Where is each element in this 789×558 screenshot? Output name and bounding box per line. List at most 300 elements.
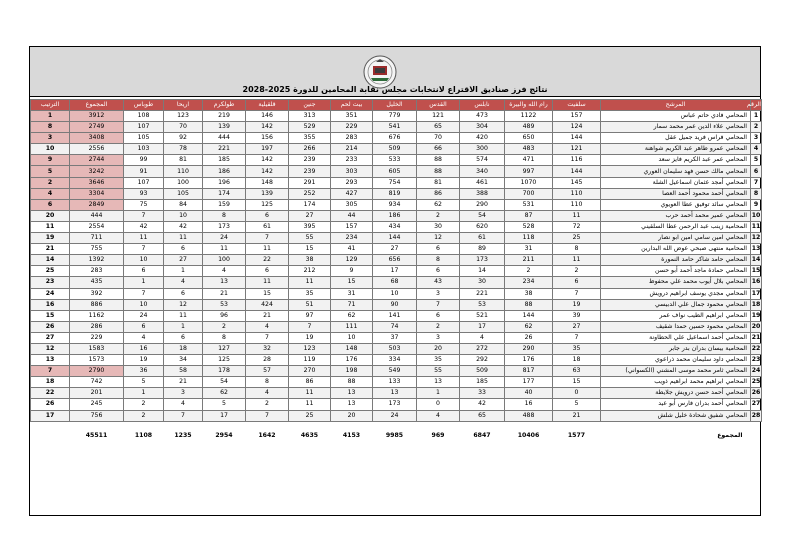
- vote-count-cell: 27: [164, 255, 203, 266]
- vote-count-cell: 8: [553, 244, 601, 255]
- row-number-cell: 16: [751, 277, 762, 288]
- candidate-name-cell: المحامي داود سليمان محمد ذراعوي: [601, 355, 751, 366]
- total-value-cell: 10406: [517, 431, 540, 439]
- vote-count-cell: 6: [246, 266, 289, 277]
- table-row: [31, 310, 762, 321]
- vote-count-cell: 19: [553, 299, 601, 310]
- vote-count-cell: 43: [417, 277, 460, 288]
- totals-row: [31, 430, 762, 442]
- candidate-name-cell: المحامي أحمد محمود أحمد العصا: [601, 188, 751, 199]
- vote-count-cell: 62: [203, 388, 246, 399]
- vote-count-cell: 65: [460, 410, 505, 421]
- vote-count-cell: 11: [553, 210, 601, 221]
- vote-count-cell: 3: [164, 388, 203, 399]
- vote-count-cell: 146: [246, 111, 289, 122]
- vote-count-cell: 303: [331, 166, 373, 177]
- vote-count-cell: 10: [373, 288, 417, 299]
- vote-count-cell: 66: [417, 144, 460, 155]
- vote-count-cell: 55: [289, 233, 331, 244]
- vote-count-cell: 0: [553, 388, 601, 399]
- vote-count-cell: 3646: [70, 177, 124, 188]
- vote-count-cell: 424: [246, 299, 289, 310]
- vote-count-cell: 16: [124, 343, 164, 354]
- vote-count-cell: 36: [124, 366, 164, 377]
- vote-count-cell: 1392: [70, 255, 124, 266]
- vote-count-cell: 148: [246, 177, 289, 188]
- vote-count-cell: 2: [124, 410, 164, 421]
- table-row: [31, 332, 762, 343]
- vote-count-cell: 6: [553, 277, 601, 288]
- vote-count-cell: 105: [164, 188, 203, 199]
- table-row: [31, 111, 762, 122]
- vote-count-cell: 2: [246, 399, 289, 410]
- vote-count-cell: 272: [460, 343, 505, 354]
- vote-count-cell: 186: [373, 210, 417, 221]
- vote-count-cell: 86: [417, 188, 460, 199]
- vote-count-cell: 6: [417, 244, 460, 255]
- vote-count-cell: 229: [70, 332, 124, 343]
- total-value-cell: 1577: [567, 431, 586, 439]
- row-number-cell: 26: [751, 388, 762, 399]
- vote-count-cell: 38: [289, 255, 331, 266]
- table-row: [31, 410, 762, 421]
- vote-count-cell: 434: [373, 221, 417, 232]
- vote-count-cell: 28: [246, 355, 289, 366]
- rank-cell: 16: [31, 299, 70, 310]
- vote-count-cell: 620: [460, 221, 505, 232]
- rank-cell: 10: [31, 144, 70, 155]
- vote-count-cell: 1: [124, 388, 164, 399]
- vote-count-cell: 32: [246, 343, 289, 354]
- vote-count-cell: 2749: [70, 122, 124, 133]
- vote-count-cell: 15: [553, 377, 601, 388]
- vote-count-cell: 3242: [70, 166, 124, 177]
- vote-count-cell: 2: [124, 399, 164, 410]
- rank-cell: 3: [31, 133, 70, 144]
- vote-count-cell: 40: [505, 388, 553, 399]
- vote-count-cell: 173: [203, 221, 246, 232]
- vote-count-cell: 1122: [505, 111, 553, 122]
- rank-cell: 20: [31, 210, 70, 221]
- vote-count-cell: 6: [164, 332, 203, 343]
- column-header: رام الله والبيرة: [505, 100, 553, 111]
- vote-count-cell: 68: [373, 277, 417, 288]
- vote-count-cell: 1: [164, 266, 203, 277]
- column-header: سلفيت: [553, 100, 601, 111]
- vote-count-cell: 886: [70, 299, 124, 310]
- vote-count-cell: 81: [417, 177, 460, 188]
- rank-cell: 11: [31, 221, 70, 232]
- row-number-cell: 5: [751, 155, 762, 166]
- vote-count-cell: 313: [289, 111, 331, 122]
- vote-count-cell: 100: [203, 255, 246, 266]
- vote-count-cell: 61: [460, 233, 505, 244]
- table-row: [31, 366, 762, 377]
- vote-count-cell: 97: [289, 310, 331, 321]
- vote-count-cell: 24: [203, 233, 246, 244]
- candidate-name-cell: المحامية زينب عبد الرحمن عطا السلقيني: [601, 221, 751, 232]
- candidate-name-cell: المحامي سائد توفيق عطا العويوي: [601, 199, 751, 210]
- rank-cell: 26: [31, 399, 70, 410]
- vote-count-cell: 58: [164, 366, 203, 377]
- vote-count-cell: 15: [289, 244, 331, 255]
- table-row: [31, 221, 762, 232]
- vote-count-cell: 444: [70, 210, 124, 221]
- column-header: نابلس: [460, 100, 505, 111]
- vote-count-cell: 63: [553, 366, 601, 377]
- vote-count-cell: 57: [246, 366, 289, 377]
- vote-count-cell: 107: [124, 177, 164, 188]
- candidate-name-cell: المحامي مجدي يوسف ابراهيم درويش: [601, 288, 751, 299]
- vote-count-cell: 2: [505, 266, 553, 277]
- column-header: بيت لحم: [331, 100, 373, 111]
- vote-count-cell: 11: [289, 399, 331, 410]
- vote-count-cell: 88: [331, 377, 373, 388]
- vote-count-cell: 427: [331, 188, 373, 199]
- vote-count-cell: 245: [70, 399, 124, 410]
- rank-cell: 8: [31, 122, 70, 133]
- vote-count-cell: 420: [460, 133, 505, 144]
- vote-count-cell: 7: [164, 410, 203, 421]
- results-sheet: [29, 46, 761, 516]
- vote-count-cell: 10: [124, 299, 164, 310]
- row-number-cell: 4: [751, 144, 762, 155]
- vote-count-cell: 2790: [70, 366, 124, 377]
- results-table: [30, 99, 762, 442]
- vote-count-cell: 12: [164, 299, 203, 310]
- vote-count-cell: 111: [331, 321, 373, 332]
- vote-count-cell: 100: [164, 177, 203, 188]
- candidate-name-cell: المحامي عمير محمد أحمد حرب: [601, 210, 751, 221]
- vote-count-cell: 293: [331, 177, 373, 188]
- vote-count-cell: 4: [460, 332, 505, 343]
- rank-cell: 15: [31, 310, 70, 321]
- vote-count-cell: 6: [164, 288, 203, 299]
- table-header-row: [31, 100, 762, 111]
- results-table-wrapper: [30, 99, 760, 442]
- row-number-cell: 15: [751, 266, 762, 277]
- vote-count-cell: 4: [246, 388, 289, 399]
- vote-count-cell: 7: [124, 288, 164, 299]
- vote-count-cell: 71: [331, 299, 373, 310]
- vote-count-cell: 18: [553, 355, 601, 366]
- vote-count-cell: 139: [203, 122, 246, 133]
- rank-cell: 13: [31, 355, 70, 366]
- vote-count-cell: 21: [203, 288, 246, 299]
- vote-count-cell: 41: [331, 244, 373, 255]
- vote-count-cell: 300: [460, 144, 505, 155]
- row-number-cell: 10: [751, 210, 762, 221]
- vote-count-cell: 4: [164, 277, 203, 288]
- vote-count-cell: 6: [124, 321, 164, 332]
- total-value-cell: 1642: [258, 431, 276, 439]
- vote-count-cell: 24: [124, 310, 164, 321]
- vote-count-cell: 176: [331, 355, 373, 366]
- vote-count-cell: 7: [124, 210, 164, 221]
- vote-count-cell: 7: [553, 288, 601, 299]
- vote-count-cell: 817: [505, 366, 553, 377]
- vote-count-cell: 89: [460, 244, 505, 255]
- vote-count-cell: 212: [289, 266, 331, 277]
- vote-count-cell: 33: [460, 388, 505, 399]
- vote-count-cell: 503: [373, 343, 417, 354]
- rank-cell: 18: [31, 377, 70, 388]
- vote-count-cell: 234: [331, 233, 373, 244]
- rank-cell: 23: [31, 277, 70, 288]
- vote-count-cell: 252: [289, 188, 331, 199]
- vote-count-cell: 54: [203, 377, 246, 388]
- vote-count-cell: 700: [505, 188, 553, 199]
- vote-count-cell: 8: [246, 377, 289, 388]
- vote-count-cell: 142: [246, 122, 289, 133]
- rank-cell: 24: [31, 288, 70, 299]
- row-number-cell: 23: [751, 355, 762, 366]
- vote-count-cell: 6: [417, 310, 460, 321]
- vote-count-cell: 1162: [70, 310, 124, 321]
- vote-count-cell: 15: [331, 277, 373, 288]
- spacer-row: [31, 421, 762, 430]
- vote-count-cell: 142: [246, 155, 289, 166]
- row-number-cell: 9: [751, 199, 762, 210]
- vote-count-cell: 125: [203, 355, 246, 366]
- table-row: [31, 343, 762, 354]
- vote-count-cell: 392: [70, 288, 124, 299]
- vote-count-cell: 4: [124, 332, 164, 343]
- vote-count-cell: 997: [505, 166, 553, 177]
- vote-count-cell: 90: [373, 299, 417, 310]
- vote-count-cell: 4: [203, 266, 246, 277]
- vote-count-cell: 7: [246, 233, 289, 244]
- vote-count-cell: 53: [203, 299, 246, 310]
- row-number-cell: 13: [751, 244, 762, 255]
- vote-count-cell: 20: [331, 410, 373, 421]
- candidate-name-cell: المحامي مالك حسن فهد سليمان العوري: [601, 166, 751, 177]
- vote-count-cell: 88: [417, 155, 460, 166]
- vote-count-cell: 176: [505, 355, 553, 366]
- table-row: [31, 288, 762, 299]
- candidate-name-cell: المحامي محمود جمال علي الدبيسي: [601, 299, 751, 310]
- vote-count-cell: 61: [246, 221, 289, 232]
- vote-count-cell: 7: [289, 321, 331, 332]
- vote-count-cell: 13: [331, 388, 373, 399]
- vote-count-cell: 51: [289, 299, 331, 310]
- vote-count-cell: 11: [203, 244, 246, 255]
- vote-count-cell: 290: [460, 199, 505, 210]
- vote-count-cell: 118: [505, 233, 553, 244]
- rank-cell: 9: [31, 155, 70, 166]
- vote-count-cell: 305: [331, 199, 373, 210]
- vote-count-cell: 7: [417, 299, 460, 310]
- vote-count-cell: 2: [417, 210, 460, 221]
- vote-count-cell: 541: [373, 122, 417, 133]
- vote-count-cell: 239: [289, 166, 331, 177]
- candidate-name-cell: المحامي فراس فريد جميل عقل: [601, 133, 751, 144]
- totals-spacer: [31, 430, 70, 442]
- total-value-cell: 6847: [473, 431, 491, 439]
- vote-count-cell: 27: [553, 321, 601, 332]
- table-row: [31, 277, 762, 288]
- vote-count-cell: 283: [331, 133, 373, 144]
- vote-count-cell: 62: [417, 199, 460, 210]
- vote-count-cell: 11: [164, 310, 203, 321]
- vote-count-cell: 340: [460, 166, 505, 177]
- vote-count-cell: 74: [373, 321, 417, 332]
- vote-count-cell: 17: [373, 266, 417, 277]
- vote-count-cell: 3408: [70, 133, 124, 144]
- vote-count-cell: 119: [289, 355, 331, 366]
- candidate-name-cell: المحامي امين سامي امين ابو نصار: [601, 233, 751, 244]
- vote-count-cell: 351: [331, 111, 373, 122]
- vote-count-cell: 78: [164, 144, 203, 155]
- vote-count-cell: 38: [505, 288, 553, 299]
- vote-count-cell: 9: [331, 266, 373, 277]
- vote-count-cell: 11: [124, 233, 164, 244]
- vote-count-cell: 291: [289, 177, 331, 188]
- vote-count-cell: 3304: [70, 188, 124, 199]
- vote-count-cell: 4: [417, 410, 460, 421]
- candidate-name-cell: المحامية بيسان بدران بدر جابر: [601, 343, 751, 354]
- vote-count-cell: 239: [289, 155, 331, 166]
- vote-count-cell: 42: [124, 221, 164, 232]
- vote-count-cell: 574: [460, 155, 505, 166]
- vote-count-cell: 461: [460, 177, 505, 188]
- vote-count-cell: 70: [417, 133, 460, 144]
- totals-label: المجموع: [717, 431, 743, 439]
- vote-count-cell: 5: [124, 377, 164, 388]
- column-header: الرقم: [751, 100, 762, 111]
- vote-count-cell: 528: [505, 221, 553, 232]
- row-number-cell: 19: [751, 310, 762, 321]
- vote-count-cell: 62: [505, 321, 553, 332]
- vote-count-cell: 1: [417, 388, 460, 399]
- vote-count-cell: 15: [246, 288, 289, 299]
- vote-count-cell: 91: [124, 166, 164, 177]
- vote-count-cell: 141: [373, 310, 417, 321]
- table-row: [31, 177, 762, 188]
- total-value-cell: 1108: [134, 431, 153, 439]
- vote-count-cell: 144: [373, 233, 417, 244]
- vote-count-cell: 144: [553, 133, 601, 144]
- total-value-cell: 4635: [300, 431, 319, 439]
- vote-count-cell: 37: [373, 332, 417, 343]
- vote-count-cell: 229: [331, 122, 373, 133]
- vote-count-cell: 656: [373, 255, 417, 266]
- vote-count-cell: 14: [460, 266, 505, 277]
- vote-count-cell: 96: [203, 310, 246, 321]
- candidate-name-cell: المحامي ابراهيم محمد ابراهيم ذويب: [601, 377, 751, 388]
- table-row: [31, 399, 762, 410]
- vote-count-cell: 88: [505, 299, 553, 310]
- rank-cell: 21: [31, 244, 70, 255]
- vote-count-cell: 174: [289, 199, 331, 210]
- vote-count-cell: 185: [460, 377, 505, 388]
- vote-count-cell: 145: [553, 177, 601, 188]
- rank-cell: 5: [31, 166, 70, 177]
- vote-count-cell: 334: [373, 355, 417, 366]
- vote-count-cell: 8: [203, 332, 246, 343]
- candidate-name-cell: المحامي أحمد حسن درويش جلايطة: [601, 388, 751, 399]
- vote-count-cell: 197: [246, 144, 289, 155]
- vote-count-cell: 108: [124, 111, 164, 122]
- vote-count-cell: 5: [203, 399, 246, 410]
- vote-count-cell: 53: [460, 299, 505, 310]
- vote-count-cell: 35: [417, 355, 460, 366]
- table-row: [31, 144, 762, 155]
- vote-count-cell: 304: [460, 122, 505, 133]
- rank-cell: 17: [31, 410, 70, 421]
- vote-count-cell: 521: [460, 310, 505, 321]
- column-header: جنين: [289, 100, 331, 111]
- vote-count-cell: 5: [553, 399, 601, 410]
- vote-count-cell: 266: [289, 144, 331, 155]
- vote-count-cell: 11: [246, 277, 289, 288]
- vote-count-cell: 233: [331, 155, 373, 166]
- candidate-name-cell: المحامي ابراهيم الطيب نواف عمر: [601, 310, 751, 321]
- vote-count-cell: 87: [505, 210, 553, 221]
- rank-cell: 6: [31, 199, 70, 210]
- table-row: [31, 255, 762, 266]
- vote-count-cell: 178: [203, 366, 246, 377]
- candidate-name-cell: المحامي علاء الدين عمر محمد سمار: [601, 122, 751, 133]
- vote-count-cell: 30: [417, 221, 460, 232]
- vote-count-cell: 3: [417, 288, 460, 299]
- vote-count-cell: 395: [289, 221, 331, 232]
- vote-count-cell: 13: [331, 399, 373, 410]
- row-number-cell: 17: [751, 288, 762, 299]
- candidate-name-cell: المحامي أحمد اسماعيل علي الحطاونة: [601, 332, 751, 343]
- column-header: القدس: [417, 100, 460, 111]
- vote-count-cell: 86: [289, 377, 331, 388]
- table-row: [31, 355, 762, 366]
- total-value-cell: 969: [431, 431, 445, 439]
- vote-count-cell: 12: [417, 233, 460, 244]
- vote-count-cell: 31: [505, 244, 553, 255]
- row-number-cell: 7: [751, 177, 762, 188]
- candidate-name-cell: المحامي حامد شاكر حامد النمورة: [601, 255, 751, 266]
- vote-count-cell: 8: [417, 255, 460, 266]
- rank-cell: 22: [31, 388, 70, 399]
- vote-count-cell: 19: [124, 355, 164, 366]
- vote-count-cell: 2556: [70, 144, 124, 155]
- candidate-name-cell: المحامي عمرو طاهر عبد الكريم شواهنة: [601, 144, 751, 155]
- vote-count-cell: 2: [203, 321, 246, 332]
- vote-count-cell: 234: [505, 277, 553, 288]
- row-number-cell: 11: [751, 221, 762, 232]
- vote-count-cell: 156: [246, 133, 289, 144]
- vote-count-cell: 22: [246, 255, 289, 266]
- vote-count-cell: 42: [164, 221, 203, 232]
- vote-count-cell: 92: [164, 133, 203, 144]
- table-row: [31, 188, 762, 199]
- vote-count-cell: 25: [289, 410, 331, 421]
- total-value-cell: 1235: [174, 431, 192, 439]
- vote-count-cell: 25: [553, 233, 601, 244]
- vote-count-cell: 533: [373, 155, 417, 166]
- vote-count-cell: 142: [246, 166, 289, 177]
- vote-count-cell: 605: [373, 166, 417, 177]
- vote-count-cell: 2: [553, 266, 601, 277]
- vote-count-cell: 711: [70, 233, 124, 244]
- vote-count-cell: 173: [373, 399, 417, 410]
- vote-count-cell: 483: [505, 144, 553, 155]
- vote-count-cell: 123: [289, 343, 331, 354]
- vote-count-cell: 21: [246, 310, 289, 321]
- vote-count-cell: 121: [417, 111, 460, 122]
- vote-count-cell: 388: [460, 188, 505, 199]
- table-row: [31, 210, 762, 221]
- vote-count-cell: 10: [164, 210, 203, 221]
- table-row: [31, 299, 762, 310]
